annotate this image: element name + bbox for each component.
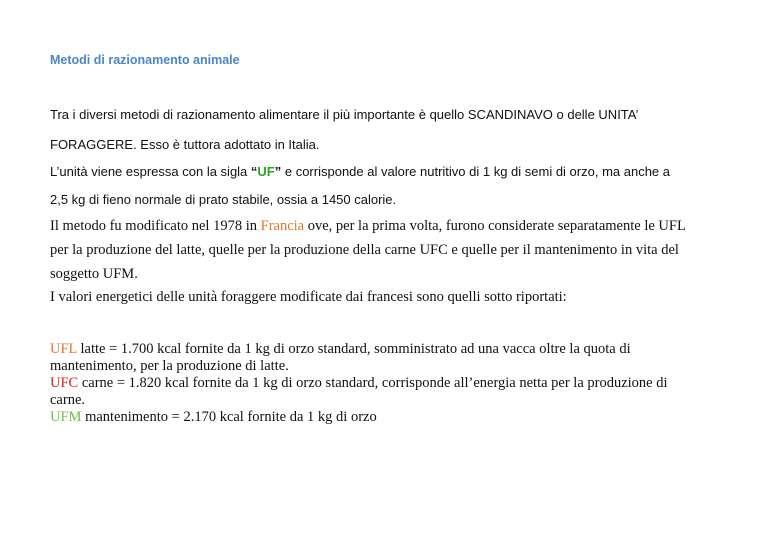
page-title: Metodi di razionamento animale [50, 53, 240, 67]
intro-line-1: Tra i diversi metodi di razionamento alimentare il più importante è quello SCANDINAVO o delle UNITA’ [50, 107, 639, 122]
ufc-description: carne = 1.820 kcal fornite da 1 kg di orzo standard, corrisponde all’energia netta per la produzione di [78, 375, 668, 391]
intro-line-2: FORAGGERE. Esso è tuttora adottato in Italia. [50, 137, 320, 152]
ufl-description: latte = 1.700 kcal fornite da 1 kg di orzo standard, somministrato ad una vacca oltre la quota di [76, 341, 631, 357]
quote-open: “ [250, 164, 258, 179]
modified-line-3: soggetto UFM. [50, 266, 138, 282]
intro-line-3-end: e corrisponde al valore nutritivo di 1 kg di semi di orzo, ma anche a [281, 164, 670, 179]
intro-line-3-start: L’unità viene espressa con la sigla [50, 164, 251, 179]
ufl-label: UFL [50, 341, 77, 357]
ufl-line-2: mantenimento, per la produzione di latte. [50, 358, 289, 374]
modified-line-1 [50, 218, 686, 235]
ufc-label: UFC [50, 375, 79, 391]
ufm-label: UFM [50, 409, 82, 425]
intro-line-3 [50, 164, 670, 179]
ufc-line-1 [50, 375, 668, 392]
intro-line-4: 2,5 kg di fieno normale di prato stabile, ossia a 1450 calorie. [50, 192, 397, 207]
modified-line-1-start: Il metodo fu modificato nel 1978 in [50, 218, 261, 234]
ufm-line-1 [50, 409, 377, 426]
ufl-line-1 [50, 341, 631, 358]
ufc-line-2: carne. [50, 392, 86, 408]
modified-line-4: I valori energetici delle unità foraggere modificate dai francesi sono quelli sotto riportati: [50, 289, 567, 305]
ufm-description: mantenimento = 2.170 kcal fornite da 1 kg di orzo [81, 409, 377, 425]
francia-highlight: Francia [260, 218, 305, 234]
modified-line-2: per la produzione del latte, quelle per la produzione della carne UFC e quelle per il mantenimento in vita del [50, 242, 679, 258]
quote-close: ” [274, 164, 282, 179]
modified-line-1-end: ove, per la prima volta, furono considerate separatamente le UFL [304, 218, 686, 234]
uf-abbreviation: UF [257, 164, 275, 179]
